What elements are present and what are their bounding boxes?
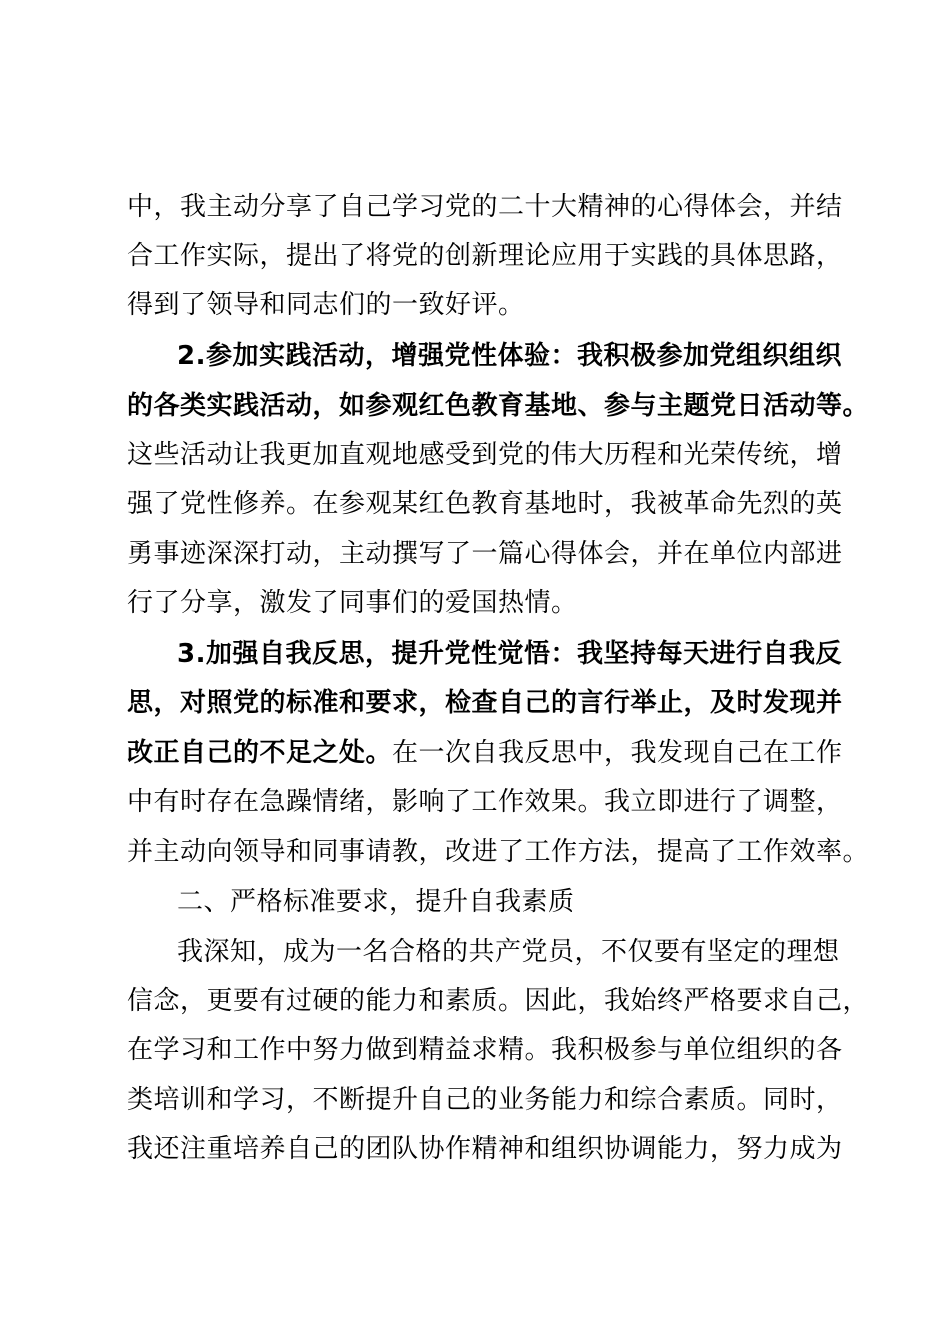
body-text-line: 类培训和学习，不断提升自己的业务能力和综合素质。同时，: [127, 1085, 843, 1115]
body-text-line: 合工作实际，提出了将党的创新理论应用于实践的具体思路，: [127, 241, 843, 271]
mixed-text-line: [127, 736, 847, 770]
body-text-line: 得到了领导和同志们的一致好评。: [127, 290, 525, 320]
body-text-line: 强了党性修养。在参观某红色教育基地时，我被革命先烈的英: [127, 489, 843, 519]
body-text-line: 行了分享，激发了同事们的爱国热情。: [127, 588, 578, 618]
normal-text-segment: 在一次自我反思中，我发现自己在工作: [392, 738, 843, 768]
body-text-line: 中有时存在急躁情绪，影响了工作效果。我立即进行了调整，: [127, 787, 843, 817]
bold-text-segment: 改正自己的不足之处。: [127, 738, 393, 768]
body-text-line: 勇事迹深深打动，主动撰写了一篇心得体会，并在单位内部进: [127, 539, 843, 569]
body-text-line: 我还注重培养自己的团队协作精神和组织协调能力，努力成为: [127, 1134, 843, 1164]
body-text-line: 我深知，成为一名合格的共产党员，不仅要有坚定的理想: [177, 937, 840, 967]
section-heading-line: 3.加强自我反思，提升党性觉悟：我坚持每天进行自我反: [177, 639, 842, 669]
section-heading-line: 的各类实践活动，如参观红色教育基地、参与主题党日活动等。: [127, 391, 870, 421]
body-text-line: 并主动向领导和同事请教，改进了工作方法，提高了工作效率。: [127, 837, 870, 867]
body-text-line: 信念，更要有过硬的能力和素质。因此，我始终严格要求自己，: [127, 986, 870, 1016]
body-text-line: 中，我主动分享了自己学习党的二十大精神的心得体会，并结: [127, 192, 843, 222]
body-text-line: 在学习和工作中努力做到精益求精。我积极参与单位组织的各: [127, 1035, 843, 1065]
chapter-heading-line: 二、严格标准要求，提升自我素质: [177, 887, 575, 917]
body-text-line: 这些活动让我更加直观地感受到党的伟大历程和光荣传统，增: [127, 440, 843, 470]
section-heading-line: 2.参加实践活动，增强党性体验：我积极参加党组织组织: [177, 341, 842, 371]
section-heading-line: 思，对照党的标准和要求，检查自己的言行举止，及时发现并: [127, 688, 843, 718]
